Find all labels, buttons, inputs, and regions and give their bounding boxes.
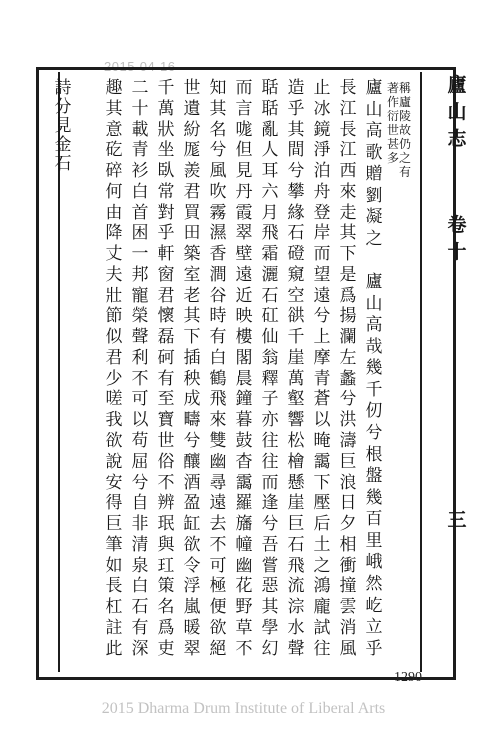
text-column: 而 言 哤 但 見 丹 霞 翠 壁 遠 近 映 樓 閣 晨 鐘 暮 鼓 杳 靄 羅 旛 幢 幽 花 野 草 不 <box>235 78 253 659</box>
column-rule <box>420 72 422 672</box>
text-column: 稱 廬 陵 故 仍 之 有 <box>398 81 411 179</box>
side-title <box>445 70 469 151</box>
text-column: 世 遺 紛 厖 羨 君 買 田 築 室 老 其 下 插 秧 成 疇 兮 釀 酒 盈 缸 欲 令 浮 嵐 暖 翠 <box>183 78 201 659</box>
side-volume-text: 卷 十 <box>447 214 467 263</box>
page-number: 1290 <box>394 670 422 685</box>
date-stamp: 2015-04-16 <box>104 59 176 74</box>
side-mark <box>445 505 469 532</box>
side-volume <box>445 210 469 264</box>
side-title-text: 廬 山 志 <box>447 74 467 150</box>
text-column: 廬 山 高 歌 贈 劉 凝 之 廬 山 高 哉 幾 千 仞 兮 根 盤 幾 百 里 峨 然 屹 立 乎 <box>365 78 383 659</box>
text-column: 止 冰 鏡 淨 泊 舟 登 岸 而 望 遠 兮 上 摩 青 蒼 以 晻 靄 下 壓 后 土 之 鴻 龐 試 往 <box>313 78 331 659</box>
text-column: 著 作 衍 世 甚 多 <box>386 81 399 165</box>
text-column: 造 乎 其 間 兮 攀 緣 石 磴 窺 空 谼 千 崖 萬 壑 響 松 檜 懸 崖 巨 石 飛 流 淙 水 聲 <box>287 78 305 659</box>
text-column: 趣 其 意 矻 碎 何 由 降 丈 夫 壯 節 似 君 少 嗟 我 欲 說 安 得 巨 筆 如 長 杠 註 此 <box>105 78 123 659</box>
text-column: 詩 分 見 金 石 <box>54 78 72 174</box>
side-mark-text: 三 <box>447 509 467 531</box>
text-column: 聒 聒 亂 人 耳 六 月 飛 霜 灑 石 矼 仙 翁 釋 子 亦 往 往 而 逢 兮 吾 嘗 惡 其 學 幻 <box>261 78 279 659</box>
footer-credit: 2015 Dharma Drum Institute of Liberal Arts <box>101 700 386 717</box>
text-column: 長 江 長 江 西 來 走 其 下 是 爲 揚 瀾 左 蠡 兮 洪 濤 巨 浪 日 夕 相 衝 撞 雲 消 風 <box>339 78 357 659</box>
text-column: 二 十 載 青 衫 白 首 困 一 邦 寵 榮 聲 利 不 可 以 苟 屈 兮 自 非 清 泉 白 石 有 深 <box>131 78 149 659</box>
text-column: 千 萬 狀 坐 臥 常 對 乎 軒 窗 君 懷 磊 砢 有 至 寶 世 俗 不 辨 珉 與 玒 策 名 爲 吏 <box>157 78 175 659</box>
text-column: 知 其 名 兮 風 吹 霧 濕 香 澗 谷 時 有 白 鶴 飛 來 雙 幽 尋 遠 去 不 可 極 便 欲 絕 <box>209 78 227 659</box>
